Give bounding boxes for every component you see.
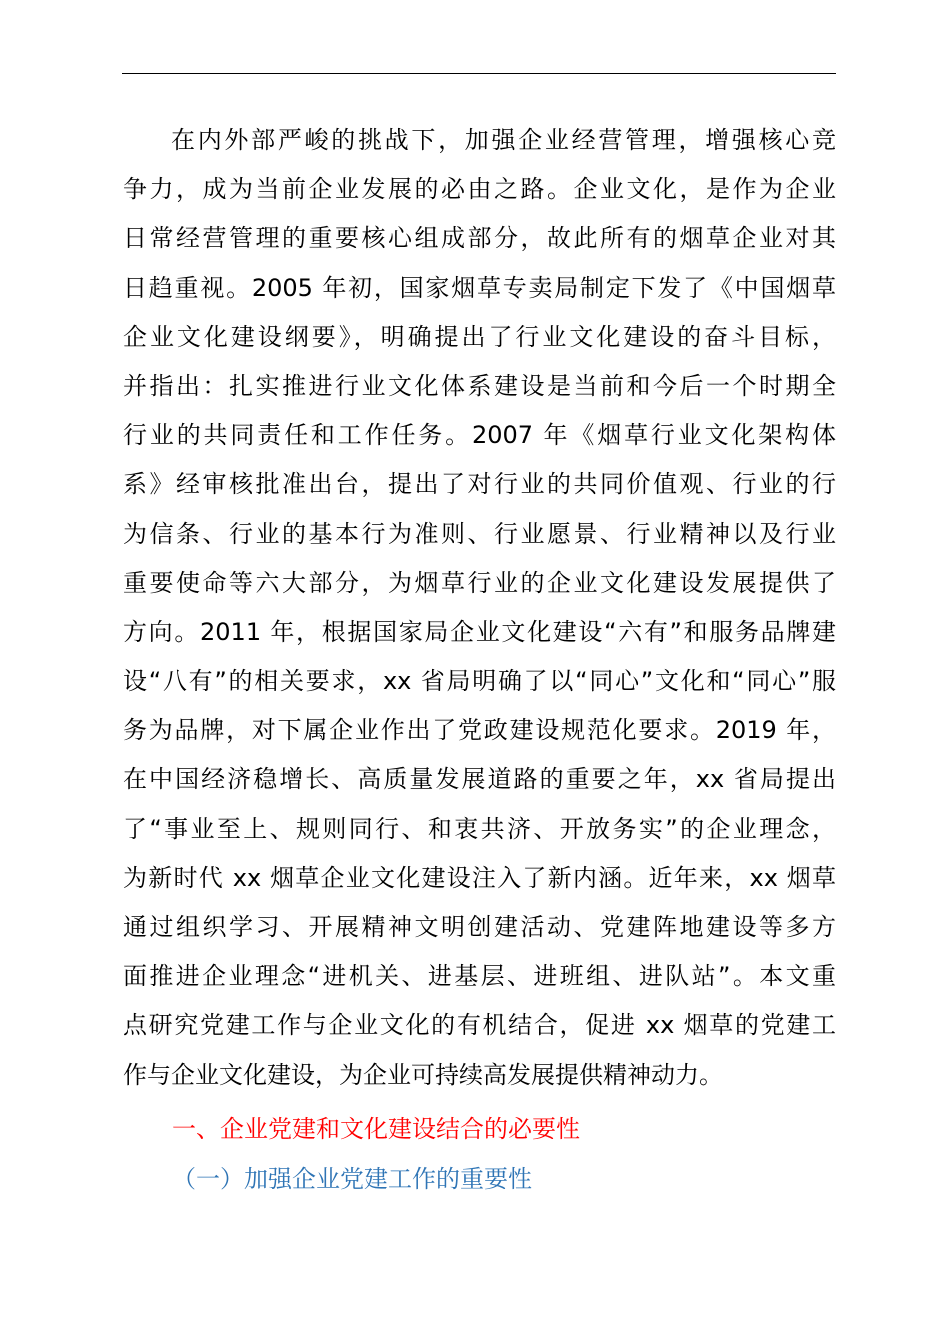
paragraph-line: 通过组织学习、开展精神文明创建活动、党建阵地建设等多方 [123, 913, 836, 941]
subsection-heading: （一）加强企业党建工作的重要性 [172, 1165, 532, 1193]
paragraph-line: 并指出：扎实推进行业文化体系建设是当前和今后一个时期全 [123, 371, 836, 400]
paragraph-line: 日趋重视。2005 年初，国家烟草专卖局制定下发了《中国烟草 [123, 273, 836, 302]
paragraph-line: 方向。2011 年，根据国家局企业文化建设“六有”和服务品牌建 [123, 617, 836, 646]
paragraph-line: 系》经审核批准出台，提出了对行业的共同价值观、行业的行 [123, 470, 836, 499]
header-rule [122, 73, 836, 74]
paragraph-line: 争力，成为当前企业发展的必由之路。企业文化，是作为企业 [123, 175, 836, 204]
paragraph-line: 日常经营管理的重要核心组成部分，故此所有的烟草企业对其 [123, 224, 836, 253]
paragraph-line: 在中国经济稳增长、高质量发展道路的重要之年，xx 省局提出 [123, 765, 836, 794]
paragraph-line: 务为品牌，对下属企业作出了党政建设规范化要求。2019 年， [123, 716, 836, 745]
paragraph-line: 面推进企业理念“进机关、进基层、进班组、进队站”。本文重 [123, 962, 836, 991]
paragraph-line: 了“事业至上、规则同行、和衷共济、开放务实”的企业理念， [123, 814, 836, 843]
body-paragraph [123, 116, 836, 1100]
section-heading: 一、企业党建和文化建设结合的必要性 [172, 1115, 580, 1143]
paragraph-line: 在内外部严峻的挑战下，加强企业经营管理，增强核心竞 [171, 126, 836, 154]
paragraph-line: 行业的共同责任和工作任务。2007 年《烟草行业文化架构体 [123, 421, 836, 450]
paragraph-line: 点研究党建工作与企业文化的有机结合，促进 xx 烟草的党建工 [123, 1011, 836, 1040]
paragraph-line: 为信条、行业的基本行为准则、行业愿景、行业精神以及行业 [123, 519, 836, 548]
paragraph-line: 企业文化建设纲要》，明确提出了行业文化建设的奋斗目标， [123, 322, 836, 351]
paragraph-line: 设“八有”的相关要求，xx 省局明确了以“同心”文化和“同心”服 [123, 667, 836, 696]
paragraph-line: 重要使命等六大部分，为烟草行业的企业文化建设发展提供了 [123, 568, 836, 597]
paragraph-line: 作与企业文化建设，为企业可持续高发展提供精神动力。 [123, 1060, 723, 1089]
paragraph-line: 为新时代 xx 烟草企业文化建设注入了新内涵。近年来，xx 烟草 [123, 863, 836, 892]
